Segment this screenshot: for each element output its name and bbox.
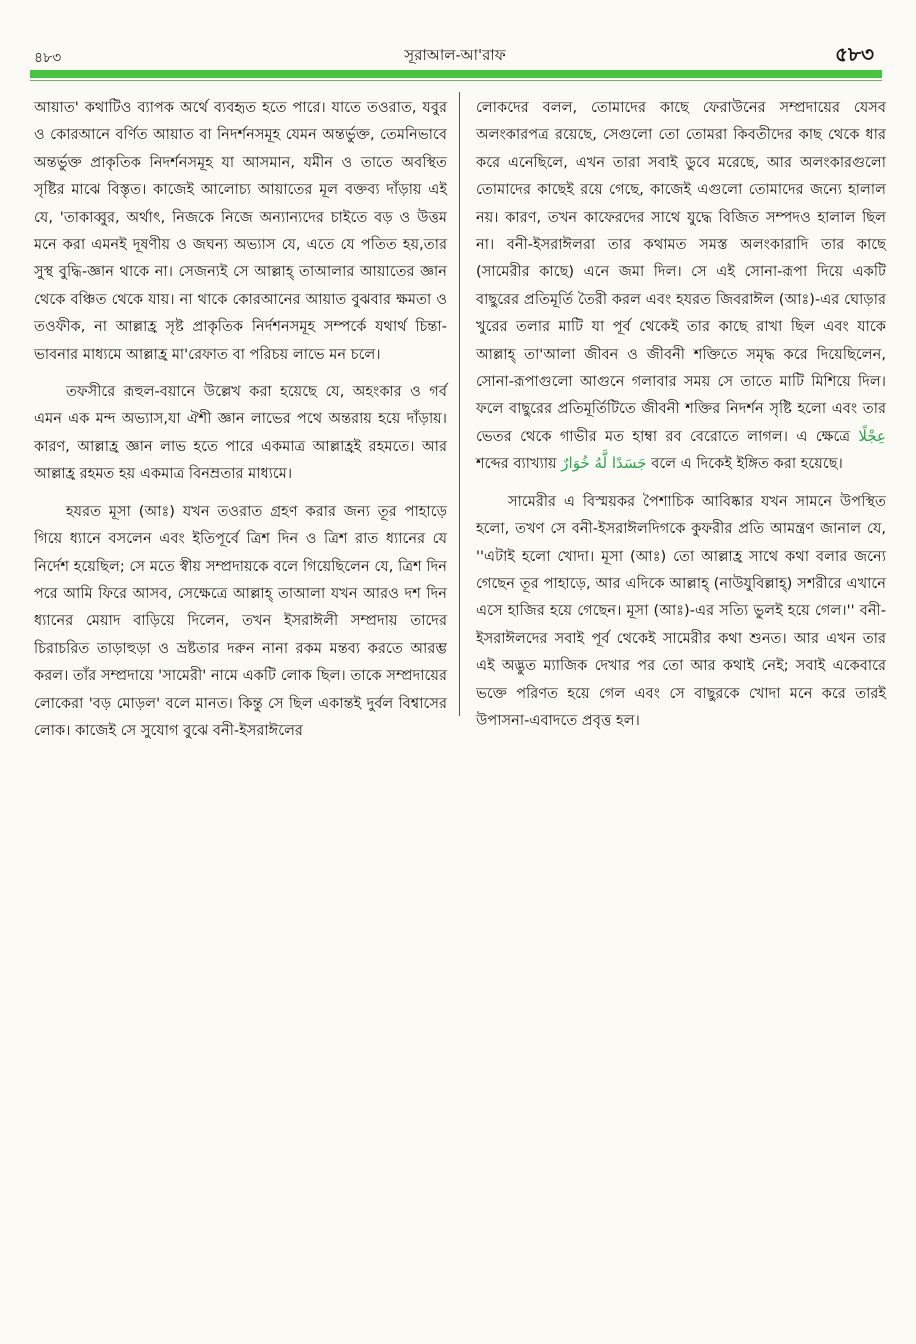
header-rule xyxy=(30,70,882,78)
page-number-left: ৪৮৩ xyxy=(34,50,62,66)
paragraph: তফসীরে রূহুল-বয়ানে উল্লেখ করা হয়েছে যে, অহংকার ও গর্ব এমন এক মন্দ অভ্যাস,যা ঐশী জ্ঞান লাভের পথে অন্তরায় হয়ে দাঁড়ায়। কারণ, আল্লাহ্র জ্ঞান লাভ হতে পারে একমাত্র আল্লাহ্রই রহমতে। আর আল্লাহ্র রহমত হয় একমাত্র বিনম্রতার মাধ্যমে। xyxy=(34,383,447,483)
paragraph xyxy=(476,94,886,478)
paragraph-text: শব্দের ব্যাখ্যায় xyxy=(476,455,557,473)
paragraph-text: বলে এ দিকেই ইঙ্গিত করা হয়েছে। xyxy=(651,455,843,473)
paragraph: হযরত মূসা (আঃ) যখন তওরাত গ্রহণ করার জন্য তূর পাহাড়ে গিয়ে ধ্যানে বসলেন এবং ইতিপূর্বে ত্রিশ দিন ও ত্রিশ রাত ধ্যানের যে নির্দেশ হয়েছিল; সে মতে স্বীয় সম্প্রদায়কে বলে গিয়েছিলেন যে, ত্রিশ দিন পরে আমি ফিরে আসব, সেক্ষেত্রে আল্লাহ্ তাআলা যখন আরও দশ দিন ধ্যানের মেয়াদ বাড়িয়ে দিলেন, তখন ইসরাঈলী সম্প্রদায় তাদের চিরাচরিত তাড়াহুড়া ও ভ্রষ্টতার দরুন নানা রকম মন্তব্য করতে আরম্ভ করল। তাঁর সম্প্রদায়ে 'সামেরী' নামে একটি লোক ছিল। তাকে সম্প্রদায়ের লোকেরা 'বড় মোড়ল' বলে মানত। কিন্তু সে ছিল একান্তই দুর্বল বিশ্বাসের লোক। কাজেই সে সুযোগ বুঝে বনী-ইসরাঈলের xyxy=(34,502,447,739)
paragraph-text: লোকদের বলল, তোমাদের কাছে ফেরাউনের সম্প্রদায়ের যেসব অলংকারপত্র রয়েছে, সেগুলো তো তোমরা কিবতীদের কাছ থেকে ধার করে এনেছিলে, এখন তারা সবাই ডুবে মরেছে, আর অলংকারগুলো তোমাদের কাছেই রয়ে গেছে, কাজেই এগুলো তোমাদের জন্যে হালাল নয়। কারণ, তখন কাফেরদের সাথে যুদ্ধে বিজিত সম্পদও হালাল ছিল না। বনী-ইসরাঈলরা তার কথামত সমস্ত অলংকারাদি তার কাছে (সামেরীর কাছে) এনে জমা দিল। সে এই সোনা-রূপা দিয়ে একটি বাছুরের প্রতিমূর্তি তৈরী করল এবং হযরত জিবরাঈল (আঃ)-এর ঘোড়ার খুরের তলার মাটি যা পূর্ব থেকেই তার কাছে রাখা ছিল এবং যাকে আল্লাহ্ তা'আলা জীবন ও জীবনী শক্তিতে সমৃদ্ধ করে দিয়েছিলেন, সোনা-রূপাগুলো আগুনে গলাবার সময় সে তাতে মাটি মিশিয়ে দিল। ফলে বাছুরের প্রতিমূর্তিটিতে জীবনী শক্তির নিদর্শন সৃষ্টি হলো এবং তার ভেতর থেকে গাভীর মত হাম্বা রব বেরোতে লাগল। এ ক্ষেত্রে xyxy=(476,99,886,445)
arabic-word: عِجْلًا xyxy=(858,426,887,445)
left-column xyxy=(34,94,447,744)
arabic-phrase: جَسَدًا لَّهُ خُوَارٌ xyxy=(561,454,647,473)
paragraph: সামেরীর এ বিস্ময়কর পৈশাচিক আবিষ্কার যখন সামনে উপস্থিত হলো, তখণ সে বনী-ইসরাঈলদিগকে কুফরীর প্রতি আমন্ত্রণ জানাল যে, ''এটাই হলো খোদা। মূসা (আঃ) তো আল্লাহ্র সাথে কথা বলার জন্যে গেছেন তূর পাহাড়ে, আর এদিকে আল্লাহ্ (নাউযুবিল্লাহ্) সশরীরে এখানে এসে হাজির হয়ে গেছেন। মূসা (আঃ)-এর সত্যি ভুলই হয়ে গেল।'' বনী-ইসরাঈলদের সবাই পূর্ব থেকেই সামেরীর কথা শুনত। আর এখন তার এই অদ্ভুত ম্যাজিক দেখার পর তো আর কথাই নেই; সবাই একেবারে ভক্তে পরিণত হয়ে গেল এবং সে বাছুরকে খোদা মনে করে তারই উপাসনা-এবাদতে প্রবৃত্ত হল। xyxy=(476,492,886,729)
right-column xyxy=(476,94,886,734)
running-title: সূরাআল-আ'রাফ xyxy=(404,46,506,64)
paragraph: আয়াত' কথাটিও ব্যাপক অর্থে ব্যবহৃত হতে পারে। যাতে তওরাত, যবুর ও কোরআনে বর্ণিত আয়াত বা নিদর্শনসমূহ যেমন অন্তর্ভুক্ত, তেমনিভাবে অন্তর্ভুক্ত প্রাকৃতিক নিদর্শনসমূহ যা আসমান, যমীন ও তাতে অবস্থিত সৃষ্টির মাঝে বিস্তৃত। কাজেই আলোচ্য আয়াতের মূল বক্তব্য দাঁড়ায় এই যে, 'তাকাব্বুর, অর্থাৎ, নিজকে নিজে অন্যান্যদের চাইতে বড় ও উত্তম মনে করা এমনই দূষণীয় ও জঘন্য অভ্যাস যে, এতে যে পতিত হয়,তার সুস্থ বুদ্ধি-জ্ঞান থাকে না। সেজন্যই সে আল্লাহ্ তাআলার আয়াতের জ্ঞান থেকে বঞ্চিত থেকে যায়। না থাকে কোরআনের আয়াত বুঝবার ক্ষমতা ও তওফীক, না আল্লাহ্র সৃষ্ট প্রাকৃতিক নির্দশনসমূহ সম্পর্কে যথার্থ চিন্তা-ভাবনার মাধ্যমে আল্লাহ্র মা'রেফাত বা পরিচয় লাভে মন চলে। xyxy=(34,99,447,363)
header-rule-thin xyxy=(30,80,882,81)
column-divider xyxy=(459,92,460,716)
page-number-right: ৫৮৩ xyxy=(835,42,874,66)
page-header xyxy=(30,38,880,68)
